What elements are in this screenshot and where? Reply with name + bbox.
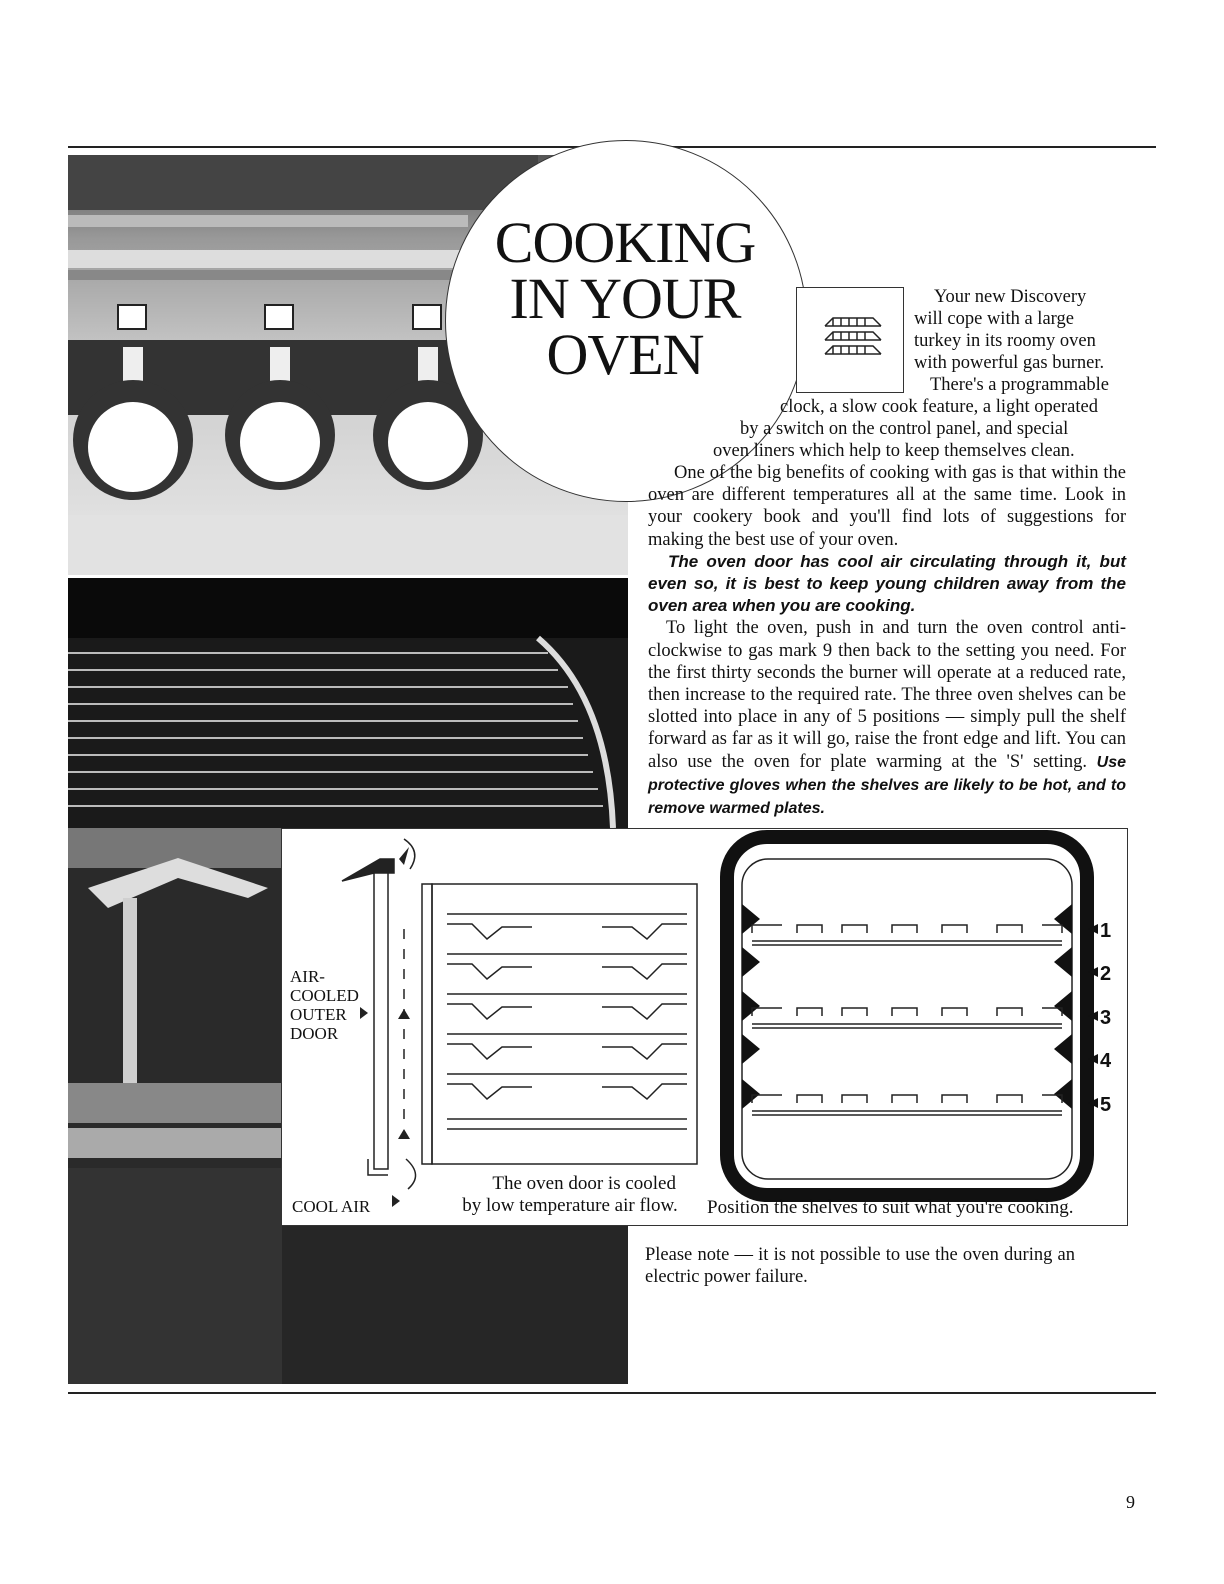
intro-line-2: will cope with a large bbox=[914, 309, 1074, 329]
cool-air-label: COOL AIR bbox=[292, 1197, 371, 1216]
lower-dark-photo bbox=[282, 1224, 628, 1384]
door-and-shelves-diagram bbox=[282, 829, 1127, 1225]
shelf-position-5: 5 bbox=[1100, 1094, 1112, 1116]
shelf-position-2: 2 bbox=[1100, 963, 1112, 985]
door-caption-line-1: The oven door is cooled bbox=[492, 1173, 676, 1194]
intro-line-1: Your new Discovery bbox=[934, 287, 1087, 307]
warning-paragraph: The oven door has cool air circulating through it, but even so, it is best to keep young children away from the oven area when you are cooking. bbox=[648, 551, 1126, 616]
arrow-right-icon-cool bbox=[392, 1195, 400, 1207]
shelves-caption: Position the shelves to suit what you're cooking. bbox=[707, 1197, 1074, 1218]
oven-door-illustration bbox=[68, 828, 282, 1384]
arrow-right-icon bbox=[360, 1007, 368, 1019]
gloves-warning: Use protective gloves when the shelves are likely to be hot, and to remove warmed plates. bbox=[648, 753, 1127, 818]
oven-interior-illustration bbox=[68, 578, 628, 828]
oven-interior-photo bbox=[68, 578, 628, 828]
door-label-line-2: COOLED bbox=[290, 986, 359, 1005]
title-line-1: COOKING bbox=[494, 210, 756, 275]
door-label-line-1: AIR- bbox=[290, 967, 325, 986]
page-number: 9 bbox=[1126, 1492, 1135, 1512]
oven-shelves-icon bbox=[796, 287, 904, 393]
intro-line-3: turkey in its roomy oven bbox=[914, 331, 1096, 351]
intro-line-5: There's a programmable bbox=[930, 375, 1110, 395]
intro-line-4: with powerful gas burner. bbox=[914, 353, 1105, 373]
main-text-column bbox=[648, 462, 1126, 820]
paragraph-lighting bbox=[648, 617, 1126, 820]
intro-line-7: by a switch on the control panel, and special bbox=[740, 419, 1069, 439]
arrow-up-icon-lower bbox=[398, 1129, 410, 1139]
door-caption-line-2: by low temperature air flow. bbox=[462, 1195, 678, 1216]
top-rule-right bbox=[652, 146, 1156, 148]
door-caption bbox=[450, 1173, 690, 1217]
oven-door-photo bbox=[68, 828, 282, 1384]
intro-line-6: clock, a slow cook feature, a light operated bbox=[780, 397, 1098, 417]
top-rule bbox=[68, 146, 590, 148]
power-failure-note: Please note — it is not possible to use the oven during an electric power failure. bbox=[645, 1245, 1075, 1288]
door-label-line-4: DOOR bbox=[290, 1024, 339, 1043]
oven-diagram-panel bbox=[281, 828, 1128, 1226]
arrow-up-icon-top bbox=[399, 847, 409, 865]
title-line-3: OVEN bbox=[546, 322, 704, 387]
shelf-position-4: 4 bbox=[1100, 1050, 1112, 1072]
shelf-position-1: 1 bbox=[1100, 920, 1112, 942]
oven-cavity-diagram bbox=[727, 837, 1098, 1195]
page-title bbox=[480, 210, 770, 387]
intro-line-8: oven liners which help to keep themselves clean. bbox=[713, 441, 1075, 461]
title-line-2: IN YOUR bbox=[509, 266, 741, 331]
shelf-position-3: 3 bbox=[1100, 1007, 1112, 1029]
door-cross-section bbox=[342, 859, 697, 1175]
lighting-instructions: To light the oven, push in and turn the oven control anti-clockwise to gas mark 9 then back to the setting you need. For the first thirty seconds the burner will operate at a reduced rate, then increase to the required rate. The three oven shelves can be slotted into place in any of 5 positions — simply pull the shelf forward as far as it will go, raise the front edge and lift. You can also use the oven for plate warming at the 'S' setting. bbox=[648, 618, 1126, 772]
paragraph-benefits: One of the big benefits of cooking with gas is that within the oven are different temperatures all at the same time. Look in your cookery book and you'll find lots of suggestions for making the best use of your oven. bbox=[648, 463, 1126, 550]
airflow-arrows bbox=[360, 847, 410, 1207]
bottom-rule bbox=[68, 1392, 1156, 1394]
arrow-up-icon bbox=[398, 1009, 410, 1019]
door-label-line-3: OUTER bbox=[290, 1005, 347, 1024]
door-label bbox=[290, 967, 359, 1043]
